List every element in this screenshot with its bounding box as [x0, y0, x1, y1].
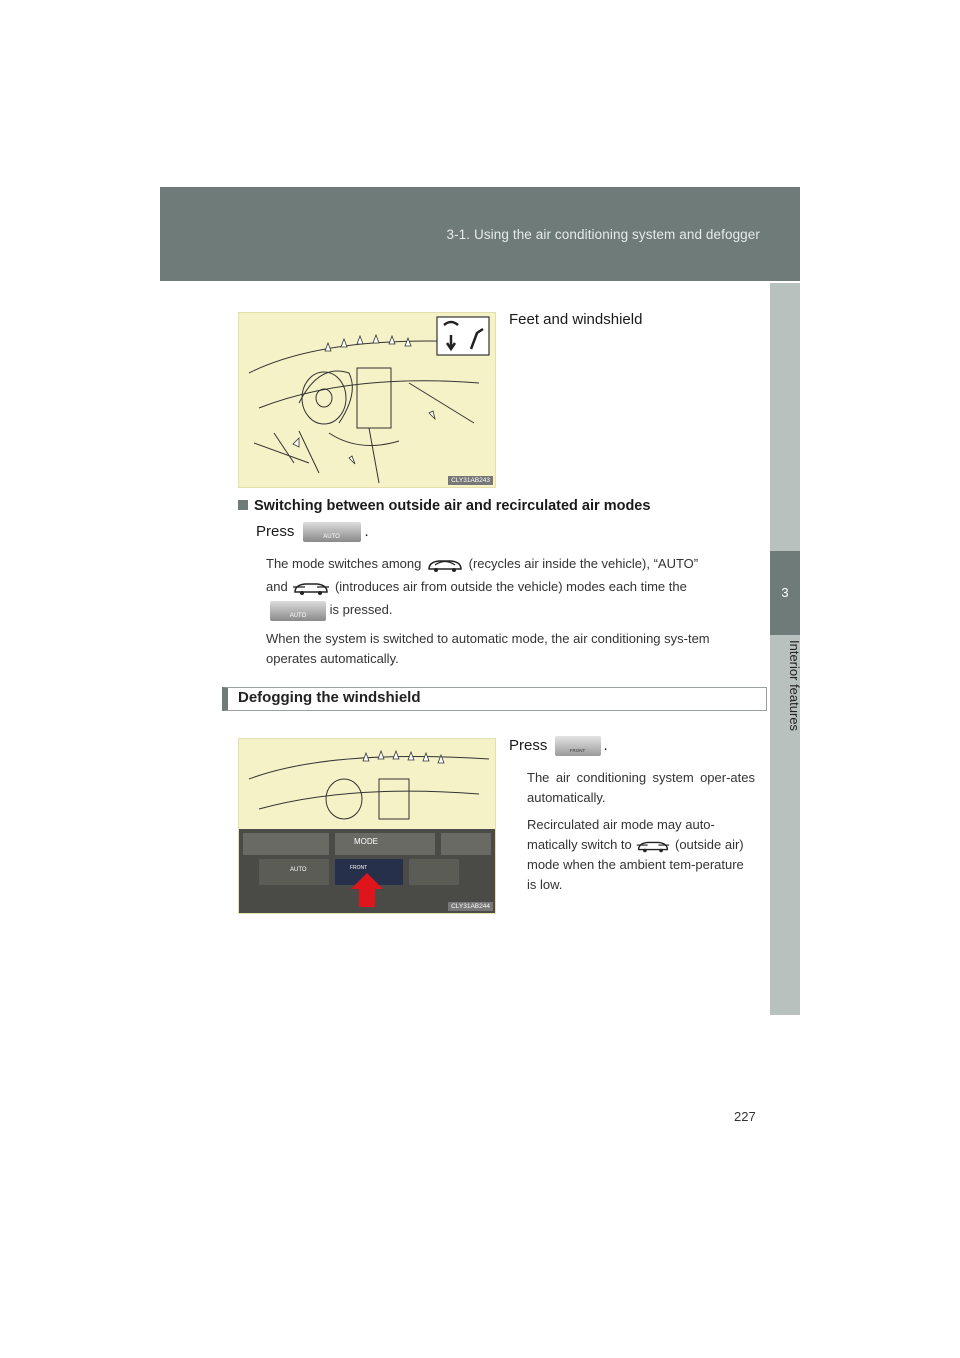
- page-header: [160, 187, 800, 281]
- recirc-para1-line1: The mode switches among (recycles air inside the vehicle), “AUTO”: [266, 554, 756, 574]
- auto-button-icon-inline: AUTO: [270, 601, 326, 621]
- recirc-press-line: [256, 522, 369, 542]
- recirc-heading-text: Switching between outside air and recirculated air modes: [254, 498, 651, 514]
- press-word: Press: [256, 523, 295, 540]
- panel-mode-label: MODE: [354, 837, 378, 846]
- front-defog-button-icon: FRONT: [555, 736, 601, 756]
- square-bullet-icon: [238, 500, 248, 510]
- recirc-heading: [238, 496, 650, 516]
- defog-illustration: [238, 738, 496, 914]
- recirc-para1-line2: and (introduces air from outside the vehicle) modes each time the: [266, 577, 756, 597]
- chapter-number-tab: 3: [770, 551, 800, 635]
- recirculate-air-icon: [425, 556, 465, 574]
- outside-air-icon: [291, 579, 331, 597]
- defog-press-line: [509, 736, 608, 756]
- header-title: 3-1. Using the air conditioning system and defogger: [446, 227, 760, 242]
- recirc-para1-line3: AUTO is pressed.: [266, 600, 756, 621]
- press-word-2: Press: [509, 737, 548, 754]
- outside-air-icon-2: [635, 837, 671, 855]
- panel-auto-label: AUTO: [290, 867, 307, 873]
- defog-panel-drawing: [239, 739, 495, 913]
- page-number: 227: [734, 1109, 756, 1124]
- chapter-label: Interior features: [787, 640, 802, 732]
- recirc-para2: When the system is switched to automatic mode, the air conditioning sys-tem operates automatically.: [266, 631, 710, 666]
- feet-windshield-label: Feet and windshield: [509, 311, 643, 328]
- defog-para1: The air conditioning system oper-ates automatically.: [527, 770, 755, 805]
- feet-windshield-illustration: [238, 312, 496, 488]
- recirc-para1: [266, 554, 756, 621]
- auto-button-icon: AUTO: [303, 522, 361, 542]
- dashboard-airflow-drawing: [239, 313, 495, 487]
- image-code: CLY31AB243: [448, 476, 493, 485]
- image-code-2: CLY31AB244: [448, 902, 493, 911]
- period-2: .: [603, 737, 608, 754]
- defog-para2: Recirculated air mode may auto-matically switch to (outside air) mode when the ambient tem-perature is low.: [527, 817, 744, 892]
- panel-front-label: FRONT: [350, 865, 368, 871]
- defog-section-bar: [222, 687, 767, 711]
- period: .: [364, 523, 369, 540]
- defog-section-title: Defogging the windshield: [238, 689, 421, 706]
- side-tab-strip-top: [770, 283, 800, 551]
